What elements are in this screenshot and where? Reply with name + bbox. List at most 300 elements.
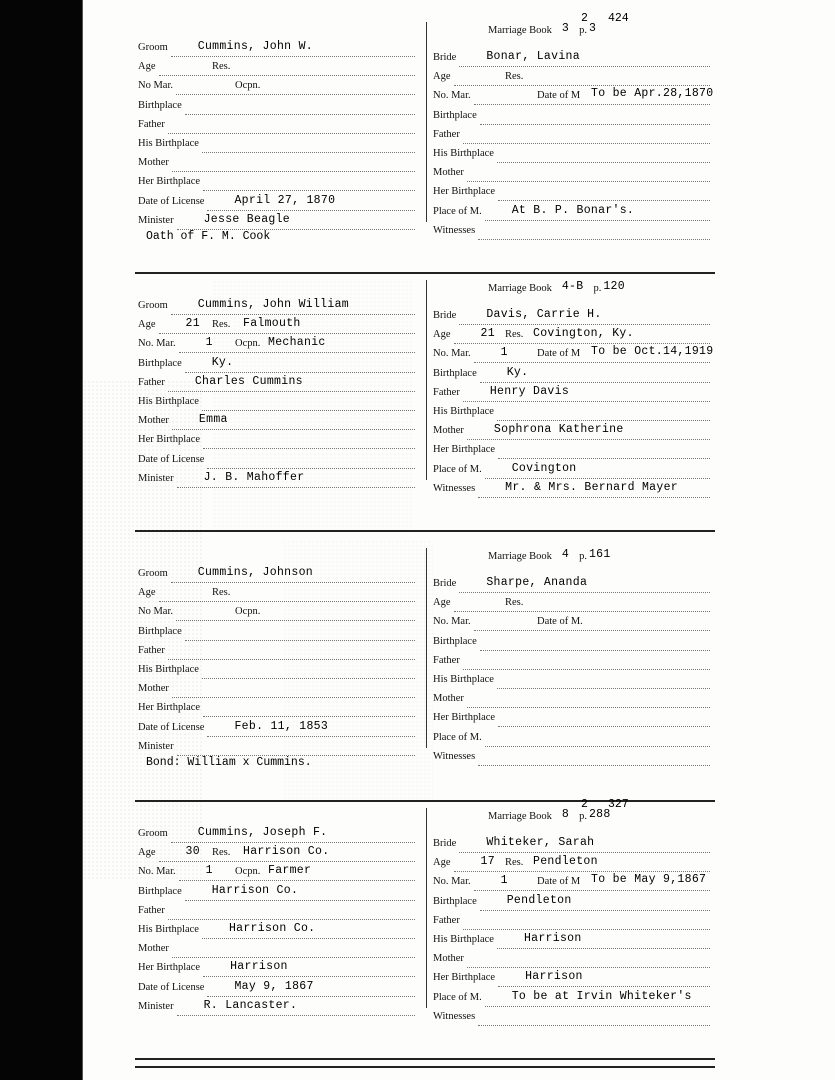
record-field-date-of-license [138, 719, 418, 740]
field-label: Witnesses [433, 224, 476, 236]
field-label: Father [138, 644, 165, 656]
field-value: Feb. 11, 1853 [234, 719, 329, 733]
column-divider [426, 280, 427, 480]
field-line [185, 640, 415, 641]
field-label: Father [433, 128, 460, 140]
record-field-minister [138, 470, 418, 491]
field-label: Minister [138, 214, 174, 226]
marriage-record [83, 798, 835, 1058]
field-line [454, 871, 711, 872]
record-field-father [138, 905, 418, 923]
record-field-mother [138, 415, 418, 433]
page-label: p. [593, 283, 602, 294]
field-label: Groom [138, 568, 168, 579]
record-field-no-mar [433, 345, 714, 366]
field-label: Witnesses [433, 1010, 476, 1022]
field-value: Cummins, Johnson [197, 566, 313, 579]
marriage-book-label: Marriage Book [488, 25, 552, 36]
field-label: His Birthplace [138, 664, 199, 675]
field-line [454, 85, 711, 86]
page-number: 288 [588, 808, 611, 821]
record-field-no-mar [433, 87, 714, 108]
record-field-her-birthplace [433, 712, 713, 730]
field-value: Harrison [523, 932, 582, 945]
record-field-place-of-m [433, 203, 713, 224]
record-field-father [433, 129, 713, 147]
field-value: 1 [500, 346, 508, 360]
res-value: Pendleton [533, 855, 598, 869]
field-line [498, 986, 710, 987]
marriage-book [488, 24, 596, 42]
field-value: Covington [511, 461, 577, 475]
field-line [202, 152, 415, 153]
ocpn-label: Ocpn. [235, 866, 261, 878]
marriage-book-label: Marriage Book [488, 283, 552, 294]
record-field-his-birthplace [433, 674, 713, 692]
record-field-no-mar [138, 338, 418, 356]
document-page [82, 0, 835, 1080]
record-field-age [138, 587, 418, 605]
record-field-her-birthplace [433, 186, 713, 204]
field-label: Bride [433, 838, 457, 849]
ocpn-value: Mechanic [268, 336, 326, 350]
ocpn-value: Farmer [268, 864, 312, 878]
field-line [454, 343, 711, 344]
record-field-her-birthplace [138, 434, 418, 452]
field-line [202, 678, 415, 679]
field-line [497, 948, 710, 949]
field-line [485, 478, 710, 479]
field-line [185, 114, 415, 115]
field-label: Age [138, 61, 156, 73]
field-line [463, 143, 710, 144]
field-line [207, 210, 415, 211]
record-field-no-mar [433, 616, 713, 634]
record-field-groom [138, 300, 418, 318]
field-line [203, 190, 415, 191]
field-label: Date of License [138, 195, 205, 207]
field-label: Father [138, 376, 165, 388]
field-value: 1 [205, 864, 213, 878]
field-line [467, 707, 710, 708]
field-line [478, 1025, 710, 1026]
field-line [159, 601, 416, 602]
record-field-his-birthplace [433, 934, 713, 952]
field-value: Henry Davis [489, 384, 570, 398]
page-number: 120 [603, 280, 625, 293]
record-field-date-of-license [138, 979, 418, 1000]
marriage-book [488, 550, 611, 568]
record-field-his-birthplace [138, 664, 418, 682]
field-line [203, 448, 415, 449]
field-label: Bride [433, 310, 457, 321]
field-line [202, 410, 415, 411]
field-line [467, 439, 710, 440]
field-label: Age [138, 319, 156, 331]
record-field-bride [433, 310, 713, 328]
field-line [474, 890, 710, 891]
page-number: 3 [588, 22, 597, 35]
field-line [171, 582, 415, 583]
page-label: p. [579, 551, 587, 562]
field-line [459, 592, 710, 593]
field-label: Her Birthplace [433, 186, 496, 198]
field-line [176, 94, 415, 95]
field-line [474, 362, 710, 363]
page-number: 161 [588, 548, 611, 561]
field-value: Jesse Beagle [203, 212, 291, 226]
field-label: Date of License [138, 981, 205, 993]
field-line [171, 842, 415, 843]
field-line [172, 957, 415, 958]
field-label: Mother [138, 157, 169, 169]
record-field-date-of-license [138, 193, 418, 214]
date-of-marriage-value: To be Apr.28,1870 [591, 87, 714, 101]
field-value: Sharpe, Ananda [486, 576, 588, 589]
record-field-birthplace [138, 355, 418, 376]
field-label: No. Mar. [433, 348, 471, 360]
record-field-witnesses [433, 751, 713, 769]
marriage-record [83, 548, 835, 798]
record-field-mother [138, 683, 418, 701]
field-label: Her Birthplace [138, 962, 201, 974]
record-field-age [138, 847, 418, 865]
field-label: Father [433, 386, 460, 398]
page-label: p. [579, 25, 587, 36]
field-label: Mother [433, 693, 464, 705]
field-label: Birthplace [433, 895, 477, 907]
marriage-record [83, 12, 835, 272]
field-label: Birthplace [138, 357, 182, 369]
record-field-his-birthplace [433, 148, 713, 166]
record-field-her-birthplace [433, 972, 713, 990]
field-label: Date of License [138, 721, 205, 733]
field-label: Age [138, 847, 156, 859]
field-label: Father [433, 914, 460, 926]
field-label: Father [433, 654, 460, 666]
record-field-age [138, 319, 418, 337]
page-superscript: 327 [608, 798, 629, 811]
field-value: Cummins, Joseph F. [197, 826, 328, 839]
field-line [179, 352, 415, 353]
field-line [480, 382, 710, 383]
field-label: His Birthplace [138, 924, 199, 935]
record-field-birthplace [138, 100, 418, 118]
field-label: Mother [138, 943, 169, 955]
record-field-place-of-m [433, 989, 713, 1010]
field-line [177, 1015, 415, 1016]
field-line [478, 239, 710, 240]
record-field-her-birthplace [433, 444, 713, 462]
record-field-mother [433, 953, 713, 971]
record-field-bride [433, 52, 713, 70]
field-line [498, 726, 710, 727]
res-label: Res. [505, 329, 524, 341]
record-field-birthplace [433, 110, 713, 128]
field-value: Cummins, John W. [197, 40, 313, 53]
field-value: April 27, 1870 [234, 193, 336, 207]
record-field-her-birthplace [138, 962, 418, 980]
field-line [459, 66, 710, 67]
record-note: Bond: William x Cummins. [146, 756, 312, 769]
record-field-father [433, 384, 713, 405]
field-label: Her Birthplace [138, 434, 201, 446]
record-field-birthplace [433, 636, 713, 654]
field-label: Age [433, 857, 451, 869]
field-label: No. Mar. [138, 866, 176, 878]
record-field-father [433, 915, 713, 933]
record-separator [135, 1066, 715, 1068]
field-value: Pendleton [506, 893, 572, 907]
record-field-age [138, 61, 418, 79]
record-field-place-of-m [433, 732, 713, 750]
field-label: His Birthplace [433, 406, 494, 417]
field-value: May 9, 1867 [234, 979, 314, 993]
field-label: His Birthplace [138, 396, 199, 407]
record-field-father [138, 119, 418, 137]
field-line [207, 468, 415, 469]
field-value: Ky. [211, 355, 234, 369]
field-label: Her Birthplace [433, 444, 496, 456]
field-value: R. Lancaster. [203, 998, 298, 1012]
field-line [480, 650, 710, 651]
field-line [168, 391, 415, 392]
field-label: Place of M. [433, 205, 482, 217]
record-field-no-mar [138, 80, 418, 98]
field-label: Her Birthplace [138, 702, 201, 714]
record-field-birthplace [433, 893, 713, 914]
field-line [159, 75, 416, 76]
res-label: Res. [212, 319, 231, 331]
field-label: Mother [433, 953, 464, 965]
field-label: Mother [138, 683, 169, 695]
record-separator [135, 1058, 715, 1060]
record-field-witnesses [433, 225, 713, 243]
field-line [172, 697, 415, 698]
field-label: No. Mar. [433, 876, 471, 888]
field-line [172, 429, 415, 430]
field-value: Davis, Carrie H. [486, 308, 602, 321]
field-line [480, 910, 710, 911]
field-label: Place of M. [433, 731, 482, 743]
field-value: Cummins, John William [197, 298, 349, 311]
date-of-marriage-label: Date of M. [537, 616, 583, 628]
field-label: Date of License [138, 453, 205, 465]
res-label: Res. [505, 857, 524, 869]
field-value: Emma [198, 413, 228, 427]
field-label: His Birthplace [433, 674, 494, 685]
field-label: Minister [138, 472, 174, 484]
field-label: Age [433, 597, 451, 609]
field-label: Birthplace [138, 885, 182, 897]
field-line [454, 611, 711, 612]
field-label: Bride [433, 52, 457, 63]
res-label: Res. [212, 847, 231, 859]
field-value: Bonar, Lavina [486, 50, 580, 63]
record-field-her-birthplace [138, 702, 418, 720]
record-field-place-of-m [433, 461, 713, 482]
record-separator [135, 272, 715, 274]
record-field-father [138, 645, 418, 663]
marriage-book-number: 8 [561, 808, 570, 821]
field-label: Bride [433, 578, 457, 589]
field-line [459, 852, 710, 853]
field-value: Mr. & Mrs. Bernard Mayer [505, 480, 678, 494]
field-line [177, 487, 415, 488]
field-value: To be at Irvin Whiteker's [511, 989, 692, 1003]
field-value: Ky. [506, 365, 529, 379]
record-field-groom [138, 568, 418, 586]
field-line [498, 458, 710, 459]
record-field-groom [138, 42, 418, 60]
field-label: His Birthplace [138, 138, 199, 149]
field-line [474, 630, 710, 631]
field-label: No. Mar. [138, 338, 176, 350]
field-line [480, 124, 710, 125]
field-label: Age [433, 329, 451, 341]
field-label: No. Mar. [433, 616, 471, 628]
record-field-mother [138, 943, 418, 961]
record-field-his-birthplace [433, 406, 713, 424]
res-label: Res. [212, 587, 231, 599]
marriage-book-superscript: 2 [581, 12, 588, 25]
field-line [207, 736, 415, 737]
date-of-marriage-label: Date of M [537, 348, 581, 360]
marriage-book-label: Marriage Book [488, 811, 552, 822]
res-label: Res. [505, 597, 524, 609]
column-divider [426, 808, 427, 1008]
record-field-birthplace [433, 365, 713, 386]
field-line [176, 620, 415, 621]
field-line [478, 765, 710, 766]
record-field-age [433, 597, 713, 615]
record-field-minister [138, 998, 418, 1019]
marriage-book-number: 3 [561, 22, 570, 35]
field-line [203, 716, 415, 717]
field-line [185, 372, 415, 373]
field-label: Age [138, 587, 156, 599]
field-line [207, 996, 415, 997]
field-line [497, 162, 710, 163]
field-value: Harrison [525, 970, 583, 984]
record-field-father [138, 374, 418, 395]
field-line [485, 746, 710, 747]
field-value: 30 [185, 845, 200, 859]
field-line [168, 659, 415, 660]
field-line [159, 333, 416, 334]
record-field-birthplace [138, 883, 418, 904]
date-of-marriage-label: Date of M [537, 876, 581, 888]
record-field-mother [433, 167, 713, 185]
column-divider [426, 22, 427, 222]
field-line [459, 324, 710, 325]
record-field-date-of-license [138, 454, 418, 472]
ocpn-label: Ocpn. [235, 338, 261, 350]
record-field-birthplace [138, 626, 418, 644]
field-label: Mother [433, 425, 464, 437]
field-line [168, 919, 415, 920]
record-field-mother [433, 425, 713, 443]
field-line [485, 1006, 710, 1007]
marriage-book [488, 282, 625, 300]
record-field-no-mar [138, 866, 418, 884]
field-line [467, 181, 710, 182]
field-line [463, 669, 710, 670]
field-line [467, 967, 710, 968]
field-label: Birthplace [138, 99, 182, 111]
res-label: Res. [505, 71, 524, 83]
field-label: Mother [433, 167, 464, 179]
field-label: His Birthplace [433, 934, 494, 945]
field-line [179, 880, 415, 881]
page-label: p. [579, 811, 587, 822]
res-value: Covington, Ky. [533, 327, 634, 341]
field-label: No Mar. [138, 606, 173, 618]
field-label: No. Mar. [433, 90, 471, 102]
field-value: Charles Cummins [194, 374, 303, 388]
field-label: Witnesses [433, 750, 476, 762]
marriage-book [488, 810, 611, 828]
record-field-mother [138, 157, 418, 175]
record-field-bride [433, 578, 713, 596]
field-line [185, 900, 415, 901]
field-line [497, 688, 710, 689]
field-line [498, 200, 710, 201]
field-label: Groom [138, 42, 168, 53]
field-label: Father [138, 118, 165, 130]
field-value: 17 [480, 855, 495, 869]
record-field-her-birthplace [138, 176, 418, 194]
res-value: Harrison Co. [243, 845, 330, 859]
field-line [159, 861, 416, 862]
field-label: Mother [138, 415, 169, 427]
field-value: Sophrona Katherine [493, 423, 624, 437]
marriage-record [83, 280, 835, 530]
field-label: Age [433, 71, 451, 83]
field-value: 21 [480, 327, 495, 341]
field-label: Groom [138, 300, 168, 311]
field-value: Whiteker, Sarah [486, 836, 595, 849]
field-label: His Birthplace [433, 148, 494, 159]
res-value: Falmouth [243, 317, 301, 331]
res-label: Res. [212, 61, 231, 73]
field-line [463, 929, 710, 930]
field-label: Father [138, 904, 165, 916]
field-value: 1 [500, 874, 508, 888]
field-label: Birthplace [433, 635, 477, 647]
record-field-his-birthplace [138, 396, 418, 414]
field-label: Place of M. [433, 991, 482, 1003]
field-line [203, 976, 415, 977]
ocpn-label: Ocpn. [235, 80, 261, 92]
record-field-witnesses [433, 1011, 713, 1029]
field-line [171, 314, 415, 315]
field-value: Harrison Co. [228, 922, 316, 935]
field-line [463, 401, 710, 402]
field-line [497, 420, 710, 421]
marriage-book-number: 4-B [561, 280, 584, 293]
field-line [474, 104, 710, 105]
record-field-his-birthplace [138, 924, 418, 942]
field-value: Harrison [230, 960, 288, 974]
field-label: Her Birthplace [138, 176, 201, 188]
marriage-book-label: Marriage Book [488, 551, 552, 562]
date-of-marriage-value: To be Oct.14,1919 [591, 345, 714, 359]
field-line [202, 938, 415, 939]
record-note: Oath of F. M. Cook [146, 230, 271, 243]
ocpn-label: Ocpn. [235, 606, 261, 618]
field-label: Witnesses [433, 482, 476, 494]
